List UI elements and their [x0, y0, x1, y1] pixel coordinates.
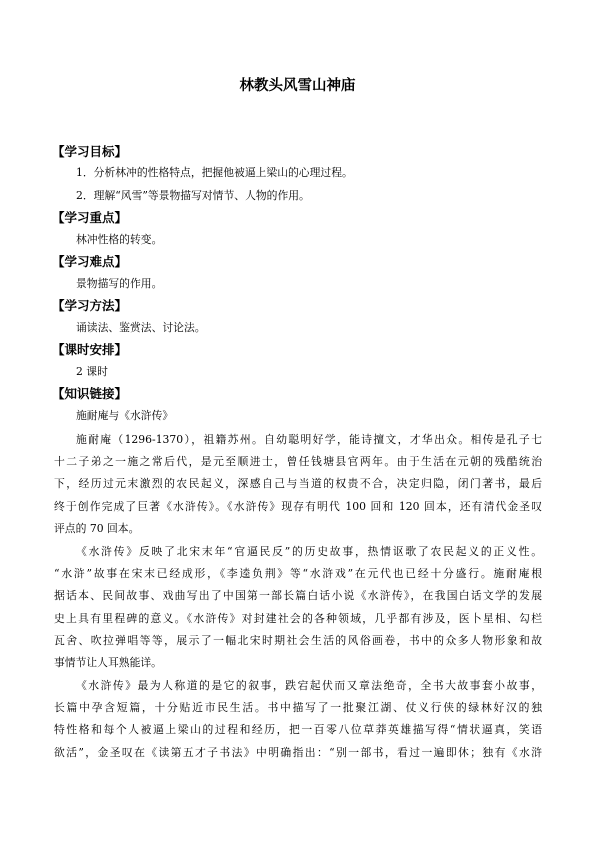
body-line: 《水浒传》反映了北宋末年“官逼民反”的历史故事，热情讴歌了农民起义的正义性。	[76, 545, 542, 558]
heading-focus: 【学习重点】	[52, 210, 128, 225]
body-line: 十二子弟之一施之常后代，是元至顺进士，曾任钱塘县官两年。由于生活在元朝的残酷统治	[54, 455, 542, 468]
body-line: 特性格和每个人被逼上梁山的过程和经历，把一百零八位草莽英雄描写得“情状逼真，笑语	[54, 723, 542, 736]
body-line: 欲活”，金圣叹在《读第五才子书法》中明确指出：“别一部书，看过一遍即休；独有《水浒	[54, 746, 542, 759]
difficulty-text: 景物描写的作用。	[76, 277, 163, 290]
heading-schedule: 【课时安排】	[52, 342, 128, 357]
body-line: 长篇中孕含短篇，十分贴近市民生活。书中描写了一批聚江湖、仗义行侠的绿林好汉的独	[54, 701, 542, 714]
body-line: 《水浒传》最为人称道的是它的叙事，跌宕起伏而又章法绝奇，全书大故事套小故事，	[76, 679, 542, 692]
body-line: 下，经历过元末激烈的农民起义，深感自己与当道的权贵不合，决定归隐，闭门著书，最后	[54, 477, 542, 490]
heading-goals: 【学习目标】	[52, 144, 128, 159]
goal-item-1: 1．分析林冲的性格特点，把握他被逼上梁山的心理过程。	[76, 166, 353, 179]
body-line: 施耐庵（1296-1370），祖籍苏州。自幼聪明好学，能诗擅文，才华出众。相传是孔子七	[76, 433, 542, 446]
schedule-text: 2 课时	[76, 365, 108, 378]
body-line: 瓦舍、吹拉弹唱等等，展示了一幅北宋时期社会生活的风俗画卷，书中的众多人物形象和故	[54, 634, 542, 647]
heading-links: 【知识链接】	[52, 386, 128, 401]
body-line: “水浒”故事在宋末已经成形，《李逵负荆》等“水浒戏”在元代也已经十分盛行。施耐庵根	[54, 567, 542, 580]
body-line: 事情节让人耳熟能详。	[54, 656, 162, 669]
body-line: 终于创作完成了巨著《水浒传》。《水浒传》现存有明代 100 回和 120 回本，还有清代金圣叹	[54, 500, 542, 513]
goal-item-2: 2．理解“风雪”等景物描写对情节、人物的作用。	[76, 189, 310, 202]
heading-difficulty: 【学习难点】	[52, 254, 128, 269]
page-title: 林教头风雪山神庙	[239, 78, 356, 94]
body-line: 评点的 70 回本。	[54, 522, 140, 535]
methods-text: 诵读法、鉴赏法、讨论法。	[76, 321, 206, 334]
heading-methods: 【学习方法】	[52, 298, 128, 313]
focus-text: 林冲性格的转变。	[76, 233, 163, 246]
links-subheading: 施耐庵与《水浒传》	[76, 409, 174, 422]
body-line: 史上具有里程碑的意义。《水浒传》对封建社会的各种领域，几乎都有涉及，医卜星相、勾栏	[54, 612, 542, 625]
body-line: 据话本、民间故事、戏曲写出了中国第一部长篇白话小说《水浒传》，在我国白话文学的发展	[54, 589, 542, 602]
